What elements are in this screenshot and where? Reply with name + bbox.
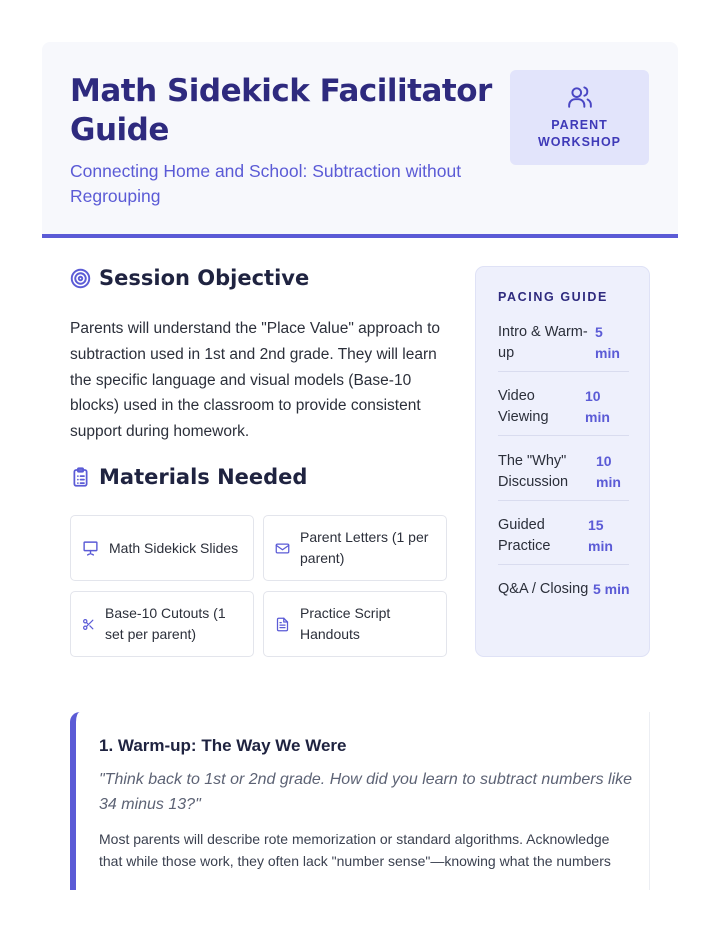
users-icon [566, 84, 594, 110]
pacing-guide-heading: PACING GUIDE [498, 290, 608, 304]
activity-quote: "Think back to 1st or 2nd grade. How did you learn to subtract numbers like 34 minus 13?" [99, 771, 633, 813]
page-subtitle: Connecting Home and School: Subtraction without Regrouping [70, 161, 462, 206]
target-icon [70, 268, 91, 289]
presentation-icon [82, 540, 99, 557]
pacing-activity: Video Viewing [498, 388, 549, 425]
materials-heading-row [70, 465, 307, 489]
objective-heading: Session Objective [99, 266, 310, 290]
mail-icon [275, 541, 290, 556]
page-title: Math Sidekick Facilitator Guide [70, 73, 492, 148]
pacing-duration: 15 min [588, 517, 613, 554]
pacing-row [498, 451, 629, 501]
file-text-icon [275, 616, 290, 633]
pacing-activity: Intro & Warm-up [498, 324, 588, 361]
pacing-row [498, 579, 629, 609]
activity-title: 1. Warm-up: The Way We Were [99, 736, 347, 755]
material-label: Practice Script Handouts [300, 605, 391, 642]
material-label: Math Sidekick Slides [109, 539, 239, 556]
objective-text: Parents will understand the "Place Value" approach to subtraction used in 1st and 2nd grade. They will learn the specific language and visual models (Base-10 blocks) used in the classroom to provide consistent support during homework. [70, 320, 441, 441]
parent-workshop-badge [510, 70, 649, 165]
pacing-guide-panel [475, 266, 650, 657]
pacing-activity: Q&A / Closing [498, 581, 589, 597]
material-item [70, 591, 254, 657]
material-item [263, 591, 447, 657]
material-label: Base-10 Cutouts (1 set per parent) [105, 605, 226, 642]
guide-header [42, 42, 678, 238]
pacing-activity: Guided Practice [498, 517, 551, 554]
pacing-duration: 5 min [595, 324, 620, 361]
pacing-duration: 10 min [596, 453, 621, 490]
activity-card [70, 712, 650, 890]
objective-heading-row [70, 266, 309, 290]
materials-heading: Materials Needed [99, 465, 308, 489]
clipboard-list-icon [70, 466, 91, 488]
scissors-icon [82, 618, 95, 631]
card-divider [649, 712, 650, 890]
material-label: Parent Letters (1 per parent) [300, 529, 429, 566]
pacing-activity: The "Why" Discussion [498, 453, 569, 490]
material-item [70, 515, 254, 581]
pacing-duration: 10 min [585, 388, 610, 425]
activity-body: Most parents will describe rote memorization or standard algorithms. Acknowledge that while those work, they often lack "number sense"—knowing what the numbers [99, 831, 611, 869]
pacing-row [498, 322, 629, 372]
pacing-row [498, 515, 629, 565]
material-item [263, 515, 447, 581]
pacing-duration: 5 min [593, 581, 630, 597]
pacing-row [498, 386, 629, 436]
badge-label: PARENT WORKSHOP [538, 118, 621, 149]
